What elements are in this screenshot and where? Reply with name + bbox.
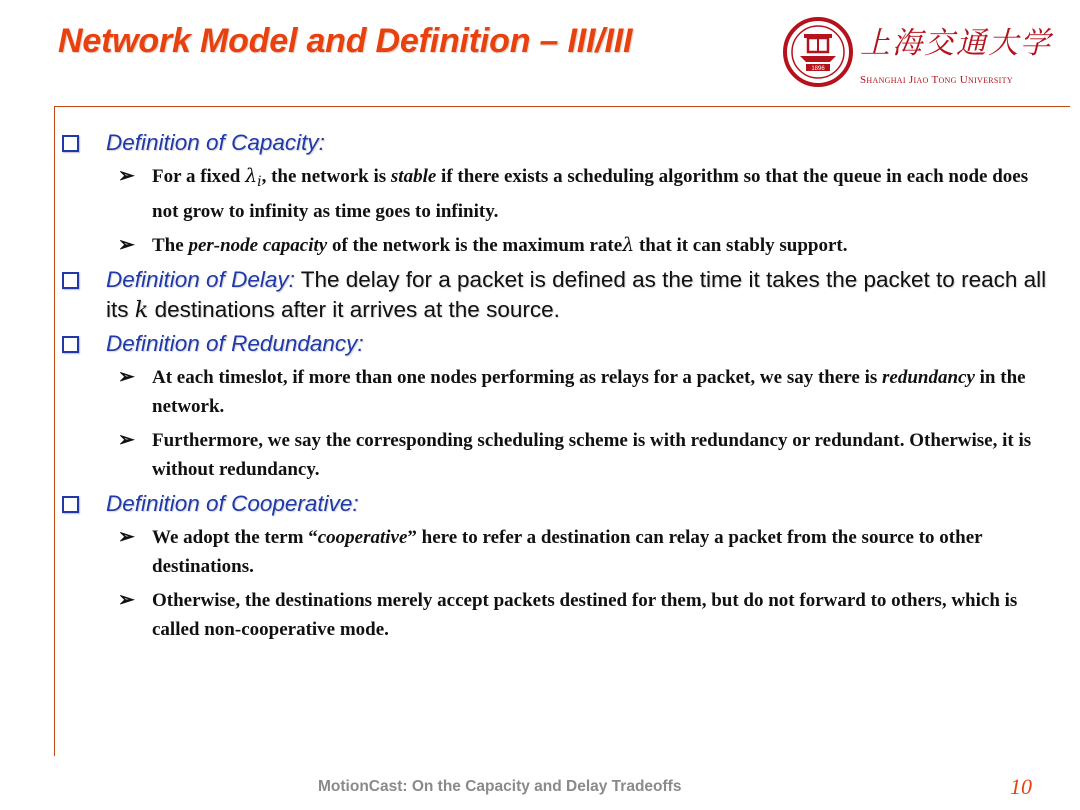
arrow-bullet-icon: ➢ [118, 429, 135, 451]
slide-content [60, 128, 1060, 649]
arrow-bullet-icon: ➢ [118, 234, 135, 256]
redundancy-term: redundancy [882, 367, 975, 388]
cooperative-bullet-2: ➢ Otherwise, the destinations merely accept packets destined for them, but do not forward to others, which is called non-cooperative mode. [60, 586, 1060, 644]
definition-redundancy [60, 329, 1060, 359]
footer-text: MotionCast: On the Capacity and Delay Tradeoffs [318, 778, 682, 795]
slide-title: Network Model and Definition – III/III [58, 22, 633, 60]
university-name-chinese: 上海交通大学 [860, 26, 1052, 61]
k-symbol: k [134, 297, 149, 323]
redundancy-bullet-1: ➢ At each timeslot, if more than one nodes performing as relays for a packet, we say there is redundancy in the network. [60, 363, 1060, 421]
arrow-bullet-icon: ➢ [118, 589, 135, 611]
definition-capacity [60, 128, 1060, 158]
university-emblem-icon [782, 16, 854, 88]
redundancy-bullet-2: ➢ Furthermore, we say the corresponding scheduling scheme is with redundancy or redundant. Otherwise, it is without redundancy. [60, 426, 1060, 484]
lambda-subscript: i [257, 174, 262, 190]
arrow-bullet-icon: ➢ [118, 366, 135, 388]
university-name-english: Shanghai Jiao Tong University [860, 74, 1013, 86]
capacity-bullet-1: ➢ For a fixed $\lambda_i$, the network is stable if there exists a scheduling algorithm so that the queue in each node does not grow to infinity as time goes to infinity. [60, 162, 1060, 226]
capacity-bullet-2: ➢ The per-node capacity of the network is the maximum rateλ that it can stably support. [60, 231, 1060, 260]
frame-left-rule [54, 106, 55, 756]
redundancy-heading: Definition of Redundancy: [106, 331, 364, 356]
stable-term: stable [390, 166, 437, 187]
definition-cooperative [60, 489, 1060, 519]
capacity-heading: Definition of Capacity: [106, 130, 325, 155]
arrow-bullet-icon: ➢ [118, 165, 135, 187]
cooperative-bullet-1: ➢ We adopt the term “cooperative” here to refer a destination can relay a packet from the source to other destinations. [60, 523, 1060, 581]
emblem-year: 1896 [811, 66, 825, 72]
checkbox-bullet-icon [62, 496, 79, 513]
checkbox-bullet-icon [62, 272, 79, 289]
cooperative-term: cooperative [317, 527, 408, 548]
page-number: 10 [1010, 774, 1032, 799]
lambda-symbol: λ [245, 165, 258, 187]
slide-footer [0, 774, 1080, 800]
frame-top-rule [54, 106, 1070, 107]
cooperative-heading: Definition of Cooperative: [106, 491, 359, 516]
lambda-symbol: λ [622, 234, 635, 256]
definition-delay: Definition of Delay: The delay for a packet is defined as the time it takes the packet to reach all its k destinations after it arrives at the source. [60, 265, 1060, 325]
per-node-capacity-term: per-node capacity [188, 235, 328, 256]
checkbox-bullet-icon [62, 336, 79, 353]
delay-heading: Definition of Delay: [106, 267, 295, 292]
arrow-bullet-icon: ➢ [118, 526, 135, 548]
checkbox-bullet-icon [62, 135, 79, 152]
university-logo [782, 16, 1072, 96]
